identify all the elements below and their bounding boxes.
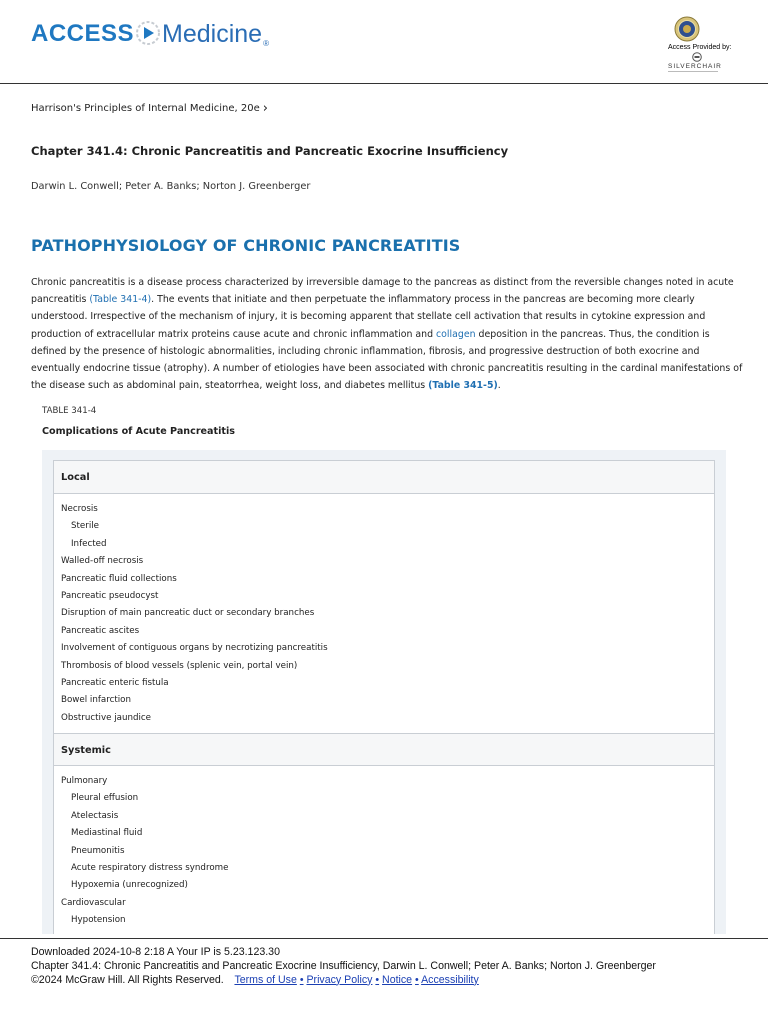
table-341-4-link[interactable]: (Table 341-4) (89, 294, 152, 306)
section-heading: PATHOPHYSIOLOGY OF CHRONIC PANCREATITIS (31, 236, 461, 255)
complications-table (53, 460, 715, 934)
paragraph-text-2: . The events that initiate and then perpetuate the inflammatory process in the pancreas are becoming more clearly understood. Irrespective of the mechanism of injury, it is becoming apparent that stellate cell activation that results in cytokine expression and production of extracellular matrix proteins cause acute and chronic inflammation and (31, 294, 706, 340)
footer-divider (0, 938, 768, 939)
table-row: Hypotension (71, 915, 126, 926)
logo-arrow-icon (135, 18, 161, 48)
table-row: Involvement of contiguous organs by necrotizing pancreatitis (61, 643, 328, 654)
table-row: Pneumonitis (71, 845, 125, 856)
table-section-rows (54, 766, 714, 934)
paragraph-text-4: . (497, 380, 501, 392)
accessibility-link[interactable]: Accessibility (421, 973, 479, 986)
table-row: Pancreatic enteric fistula (61, 677, 169, 688)
table-row: Hypoxemia (unrecognized) (71, 880, 188, 891)
footer-separator: • (299, 973, 304, 986)
table-row: Pancreatic pseudocyst (61, 590, 159, 601)
table-title: Complications of Acute Pancreatitis (42, 426, 235, 437)
paragraph-text-1: Chronic pancreatitis is a disease process characterized by irreversible damage to the pancreas as distinct from the reversible changes noted in acute pancreatitis (31, 277, 734, 306)
provider-name: SILVERCHAIR (668, 63, 722, 70)
table-row: Atelectasis (71, 810, 119, 821)
provided-by-label: Access Provided by: (668, 44, 732, 51)
table-section-rows (54, 494, 714, 733)
provider-tagline-rule (668, 71, 718, 72)
silverchair-icon (692, 52, 702, 62)
access-provider-block (668, 16, 748, 72)
table-section-heading: Local (54, 461, 714, 494)
footer-separator: • (415, 973, 419, 986)
terms-of-use-link[interactable]: Terms of Use (234, 973, 297, 986)
table-section-heading: Systemic (54, 733, 714, 766)
legal-line (31, 974, 656, 988)
download-info: Downloaded 2024-10-8 2:18 A Your IP is 5.23.123.30 (31, 946, 280, 958)
privacy-policy-link[interactable]: Privacy Policy (306, 973, 373, 986)
paragraph-text-3: deposition in the pancreas. Thus, the condition is defined by the presence of histologic abnormalities, including chronic inflammation, fibrosis, and progressive destruction of both exocrine and eventually endocrine tissue (atrophy). A number of etiologies have been associated with chronic pancreatitis resulting in the cardinal manifestations of the disease such as abdominal pain, steatorrhea, weight loss, and diabetes mellitus (31, 328, 743, 392)
breadcrumb[interactable] (31, 100, 268, 116)
table-row: Mediastinal fluid (71, 828, 143, 839)
table-row: Necrosis (61, 504, 98, 514)
table-label: TABLE 341-4 (42, 406, 97, 416)
table-row: Pancreatic fluid collections (61, 573, 177, 584)
chevron-right-icon: › (262, 100, 268, 116)
notice-link[interactable]: Notice (382, 973, 413, 986)
collagen-link[interactable]: collagen (436, 328, 476, 340)
table-row: Sterile (71, 521, 100, 532)
page-footer (31, 946, 656, 987)
table-row: Pleural effusion (71, 793, 139, 804)
table-341-5-link[interactable]: (Table 341-5) (428, 380, 498, 392)
table-row: Cardiovascular (61, 897, 126, 908)
copyright-text: ©2024 McGraw Hill. All Rights Reserved. (31, 973, 224, 986)
access-medicine-logo[interactable] (31, 16, 268, 52)
breadcrumb-book[interactable]: Harrison's Principles of Internal Medicine, 20e (31, 103, 260, 114)
logo-registered-mark: ® (263, 38, 269, 48)
body-paragraph (31, 274, 743, 394)
table-row: Bowel infarction (61, 695, 132, 706)
table-container (42, 450, 726, 934)
table-row: Walled-off necrosis (61, 556, 144, 567)
site-header (0, 0, 768, 84)
table-row: Infected (71, 538, 107, 549)
logo-medicine-text: Medicine (162, 19, 263, 48)
footer-separator: • (375, 973, 380, 986)
chapter-title: Chapter 341.4: Chronic Pancreatitis and Pancreatic Exocrine Insufficiency (31, 144, 509, 158)
table-row: Pancreatic ascites (61, 625, 140, 636)
institution-seal-icon (674, 16, 700, 42)
citation-line: Chapter 341.4: Chronic Pancreatitis and Pancreatic Exocrine Insufficiency, Darwin L. Conwell; Peter A. Banks; Norton J. Greenberger (31, 959, 656, 972)
logo-access-text: ACCESS (31, 20, 135, 47)
table-row: Acute respiratory distress syndrome (71, 863, 229, 874)
authors-line: Darwin L. Conwell; Peter A. Banks; Norton J. Greenberger (31, 181, 311, 192)
table-row: Thrombosis of blood vessels (splenic vein, portal vein) (61, 660, 298, 671)
table-row: Disruption of main pancreatic duct or secondary branches (61, 608, 315, 619)
table-row: Obstructive jaundice (61, 712, 152, 723)
table-row: Pulmonary (61, 776, 108, 787)
